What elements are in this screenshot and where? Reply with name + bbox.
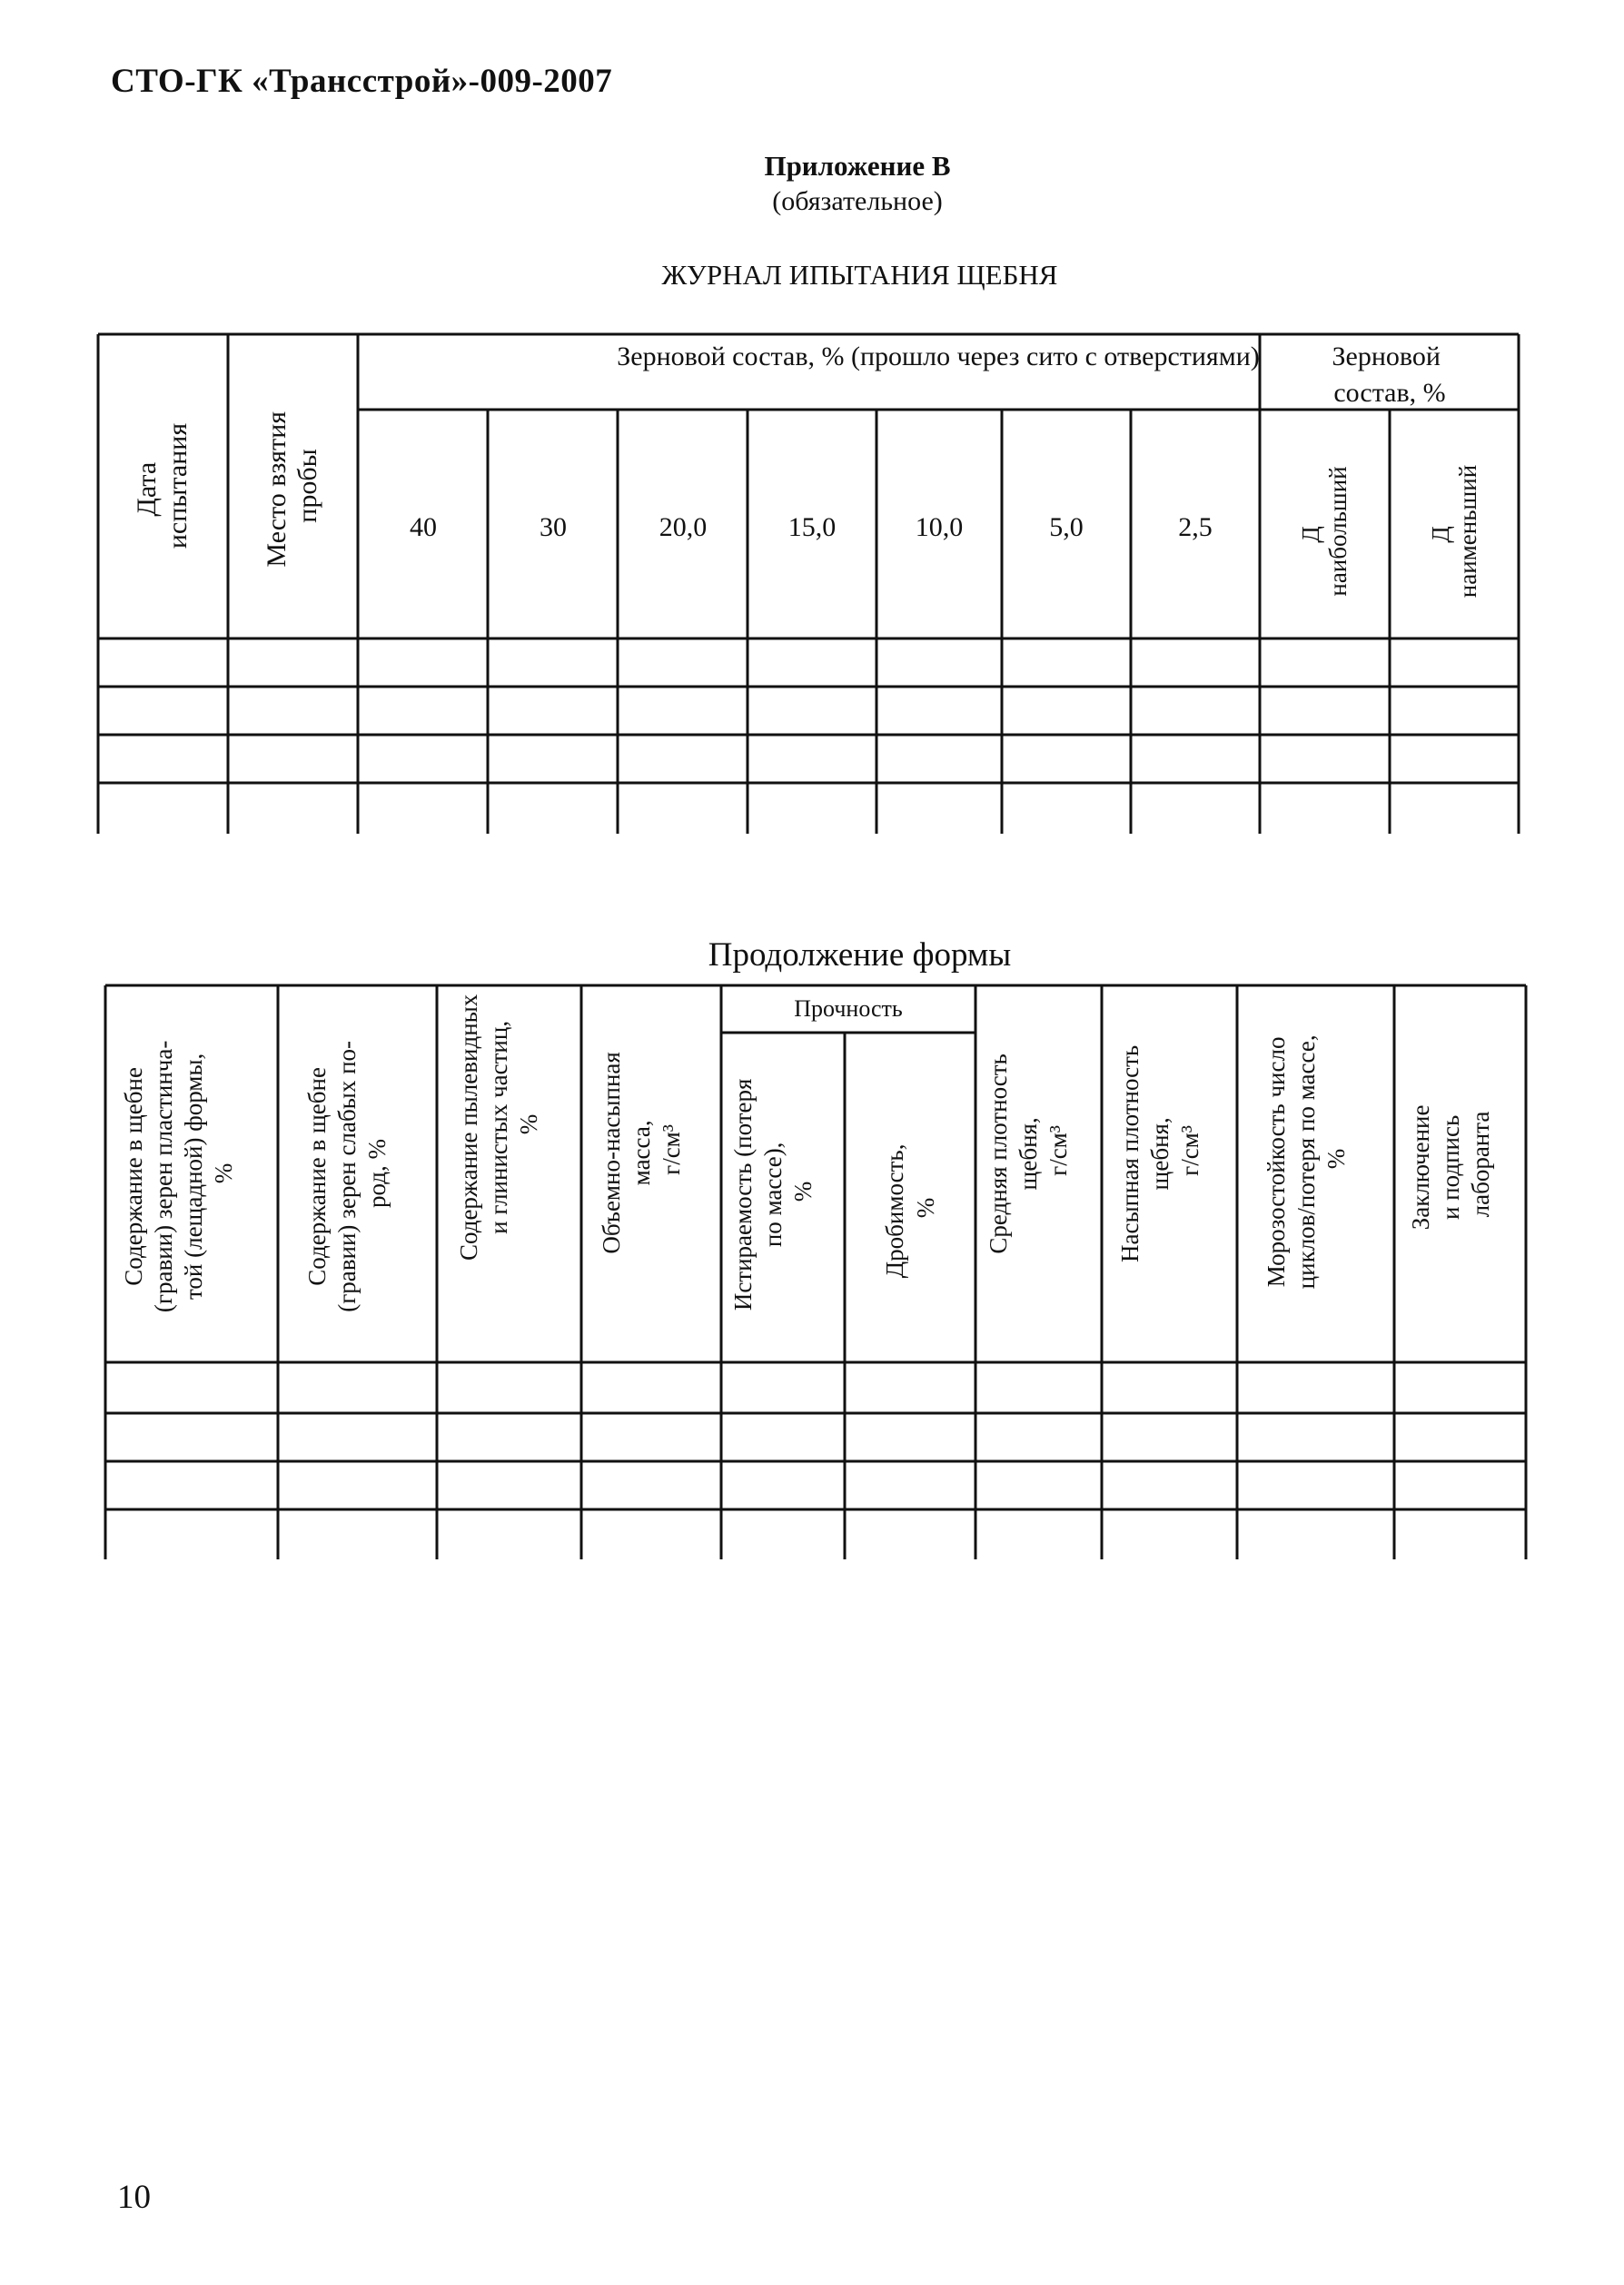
document-code: СТО-ГК «Трансстрой»-009-2007 — [111, 63, 613, 100]
sieve-size: 2,5 — [1178, 512, 1213, 542]
grain-composition-group-header: Зерновой состав, % (прошло через сито с отверстиями) — [617, 341, 1260, 371]
col-conclusion-header: Заключение и подпись лаборанта — [1407, 1104, 1494, 1231]
journal-table-grid — [98, 334, 1519, 834]
col-abrasion-header: Истираемость (потеря по массе), % — [729, 1078, 817, 1311]
col-dust-header: Содержание пылевидных и глинистых частиц, % — [455, 994, 542, 1261]
page-number: 10 — [117, 2179, 151, 2216]
col-avg-density-header: Средняя плотность щебня, г/см³ — [985, 1053, 1072, 1254]
col-place-header: Место взятия пробы — [262, 411, 322, 568]
col-bulk-mass-header: Объемно-насыпная масса, г/см³ — [598, 1052, 685, 1254]
col-crushing-header: Дробимость, % — [881, 1143, 939, 1279]
sieve-size: 10,0 — [915, 512, 964, 542]
col-date-header: Дата испытания — [132, 422, 193, 549]
col-dmax-header: Д наибольший — [1297, 466, 1352, 597]
col-bulk-density-header: Насыпная плотность щебня, г/см³ — [1116, 1044, 1203, 1262]
sieve-size: 5,0 — [1049, 512, 1084, 542]
journal-title: ЖУРНАЛ ИПЫТАНИЯ ЩЕБНЯ — [661, 259, 1058, 291]
col-frost-header: Морозостойкость число циклов/потеря по массе, % — [1263, 1034, 1350, 1290]
col-flaky-header: Содержание в щебне (гравии) зерен пластинча- той (лещадной) формы, % — [120, 1040, 237, 1313]
sieve-size: 15,0 — [787, 512, 837, 542]
appendix-title: Приложение В — [764, 150, 951, 182]
sieve-size: 30 — [540, 512, 567, 542]
continuation-title: Продолжение формы — [708, 936, 1012, 974]
col-weak-header: Содержание в щебне (гравии) зерен слабых по- род, % — [303, 1040, 391, 1312]
grain-group2-header: Зерновой состав, % — [1332, 341, 1446, 408]
sieve-size: 40 — [410, 512, 437, 542]
appendix-note: (обязательное) — [772, 186, 943, 216]
sieve-size: 20,0 — [659, 512, 708, 542]
col-dmin-header: Д наименьший — [1427, 464, 1481, 598]
strength-group-header: Прочность — [794, 995, 903, 1022]
